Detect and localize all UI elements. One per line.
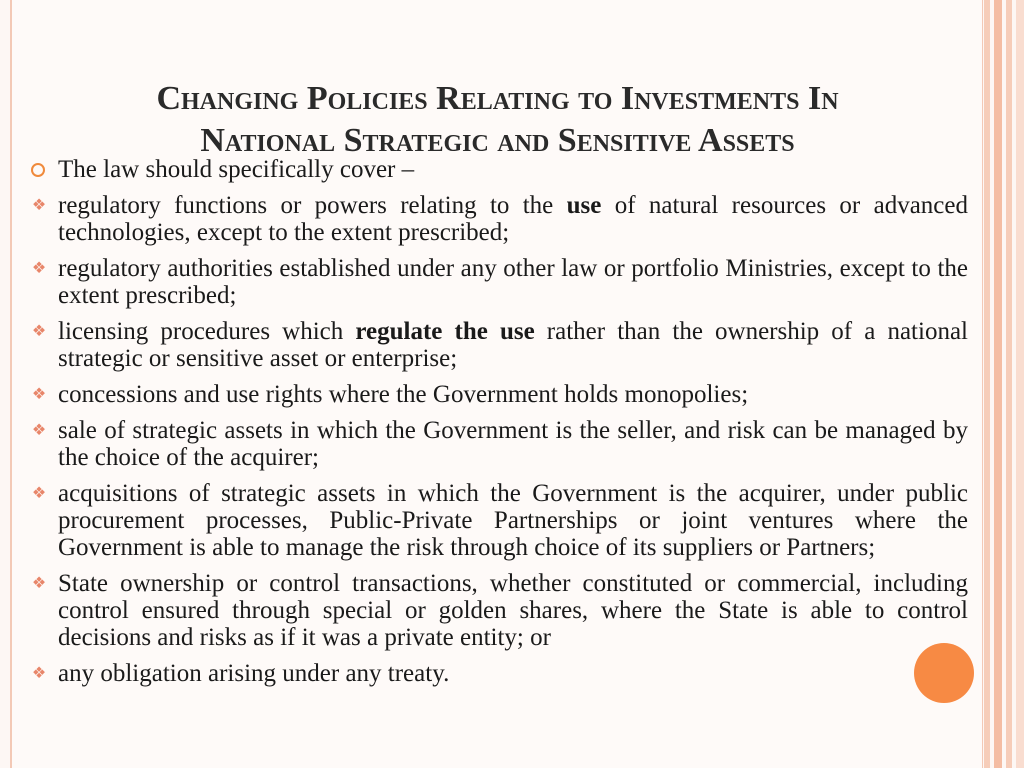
diamond-bullet-icon: ❖ — [31, 665, 47, 682]
list-item — [28, 255, 968, 309]
slide-title — [40, 78, 955, 162]
diamond-bullet-icon: ❖ — [31, 260, 47, 277]
item-text: sale of strategic assets in which the Government is the seller, and risk can be managed by the choice of the acquirer; — [58, 417, 968, 471]
diamond-bullet-icon: ❖ — [31, 197, 47, 214]
item-text: regulatory functions or powers relating to the — [58, 192, 567, 219]
diamond-bullet-icon: ❖ — [31, 575, 47, 592]
list-item — [28, 417, 968, 471]
diamond-bullet-icon: ❖ — [31, 323, 47, 340]
list-item — [28, 660, 968, 687]
title-line-1: Changing Policies Relating to Investments In — [156, 80, 839, 117]
item-bold-text: use — [566, 192, 602, 219]
list-item-intro — [28, 156, 968, 183]
diamond-bullet-icon: ❖ — [31, 422, 47, 439]
item-text: State ownership or control transactions, whether constituted or commercial, including control ensured through special or golden shares, where the State is able to control decisions and risks as if it was a private entity; or — [58, 570, 968, 651]
item-text: concessions and use rights where the Government holds monopolies; — [58, 381, 749, 408]
decorative-stripe — [994, 0, 1002, 768]
item-text: licensing procedures which — [58, 318, 356, 345]
list-item — [28, 570, 968, 651]
decorative-stripe — [1006, 0, 1012, 768]
list-item — [28, 192, 968, 246]
list-item — [28, 318, 968, 372]
list-item — [28, 381, 968, 408]
list-item — [28, 480, 968, 561]
circle-bullet-icon — [31, 163, 45, 177]
item-bold-text: regulate the use — [355, 318, 535, 345]
bullet-list — [28, 156, 968, 696]
item-text: regulatory authorities established under any other law or portfolio Ministries, except to the extent prescribed; — [58, 255, 968, 309]
decorative-stripe — [1016, 0, 1024, 768]
item-text: acquisitions of strategic assets in which the Government is the acquirer, under public procurement processes, Public-Private Partnerships or joint ventures where the Government is able to manage the risk through choice of its suppliers or Partners; — [58, 480, 968, 561]
item-text: any obligation arising under any treaty. — [58, 660, 450, 687]
title-line-2: National Strategic and Sensitive Assets — [200, 122, 795, 159]
diamond-bullet-icon: ❖ — [31, 485, 47, 502]
item-text: of natural resources or advanced technologies, except to the extent prescribed; — [58, 192, 968, 246]
diamond-bullet-icon: ❖ — [31, 386, 47, 403]
decorative-stripe — [984, 0, 990, 768]
item-text: rather than the ownership of a national strategic or sensitive asset or enterprise; — [58, 318, 968, 372]
intro-text: The law should specifically cover – — [58, 156, 415, 183]
